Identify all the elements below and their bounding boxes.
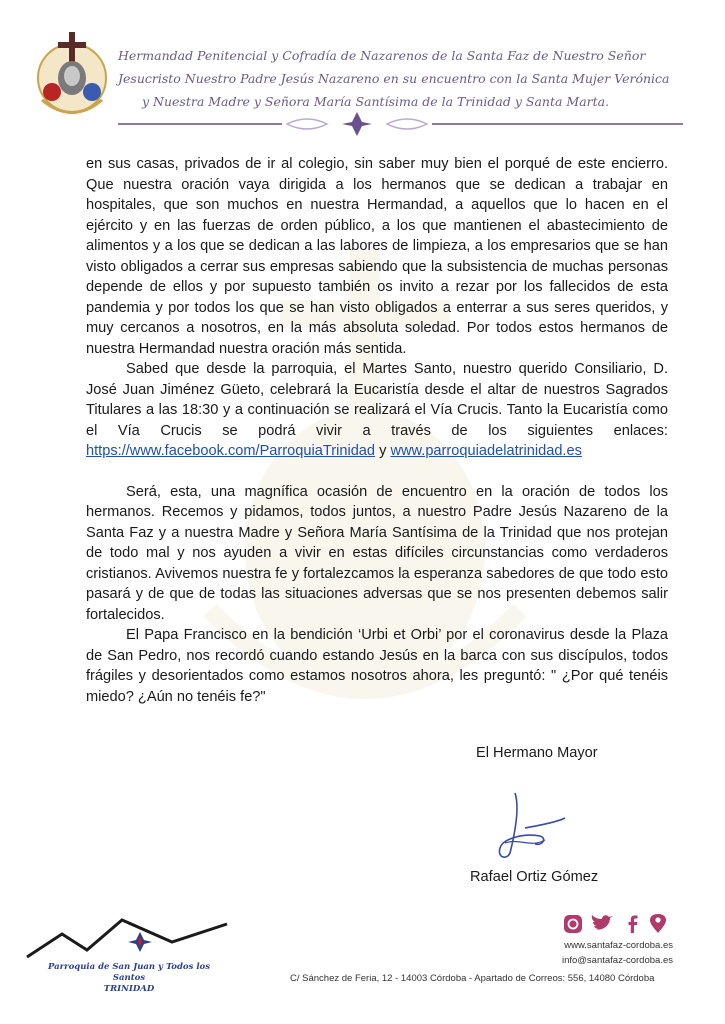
facebook-icon[interactable] — [629, 916, 638, 934]
letterhead — [0, 0, 725, 150]
cross-ornament-icon — [282, 110, 432, 138]
letter-body — [86, 154, 668, 707]
parish-line-2: TRINIDAD — [103, 984, 155, 994]
paragraph-4: El Papa Francisco en la bendición ‘Urbi et Orbi’ por el coronavirus desde la Plaza de San Pedro, nos recordó cuando estando Jesús en la barca con sus discípulos, todos frágiles y desorientados como estamos nosotros ahora, les preguntó: " ¿Por qué tenéis miedo? ¿Aún no tenéis fe?" — [86, 627, 668, 705]
header-line-3: y Nuestra Madre y Señora María Santísima de la Trinidad y Santa Marta. — [142, 94, 610, 109]
paragraph-3: Será, esta, una magnífica ocasión de encuentro en la oración de todos los hermanos. Recemos y pidamos, todos juntos, a nuestro Padre Jesús Nazareno de la Santa Faz y a nuestra Madre y Señora María Santísima de la Trinidad que nos protejan de todo mal y nos ayuden a vivir en estas difíciles circunstancias como verdaderos cristianos. Avivemos nuestra fe y fortalezcamos la esperanza sabedores de que todo esto pasará y de que de todas las situaciones adversas que se nos presenten debemos salir fortalecidos. — [86, 483, 668, 623]
paragraph-2-text: Sabed que desde la parroquia, el Martes Santo, nuestro querido Consiliario, D. José Juan Jiménez Güeto, celebrará la Eucaristía desde el altar de nuestros Sagrados Titulares a las 18:30 y a continuación se realizará el Vía Crucis. Tanto la Eucaristía como el Vía Crucis se podrá vivir a través de los siguientes enlaces: — [86, 361, 668, 439]
signatory-title: El Hermano Mayor — [476, 745, 598, 761]
signatory-name: Rafael Ortiz Gómez — [470, 869, 599, 885]
brotherhood-name — [118, 44, 678, 113]
paragraph-spacer — [86, 462, 668, 482]
parish-line-1: Parroquia de San Juan y Todos los Santos — [47, 962, 211, 983]
brotherhood-crest-icon — [32, 30, 112, 120]
postal-address: C/ Sánchez de Feria, 12 - 14003 Córdoba - Apartado de Correos: 556, 14080 Córdoba — [290, 973, 655, 984]
contact-info — [562, 938, 673, 968]
website-link[interactable]: www.santafaz-cordoba.es — [564, 940, 673, 951]
instagram-icon[interactable] — [564, 915, 582, 933]
email-link[interactable]: info@santafaz-cordoba.es — [561, 955, 673, 966]
link-joiner: y — [375, 443, 391, 459]
paragraph-2 — [86, 359, 668, 462]
twitter-icon[interactable] — [592, 915, 613, 930]
facebook-link[interactable]: https://www.facebook.com/ParroquiaTrinidad — [86, 443, 376, 459]
parish-name — [44, 962, 214, 995]
social-icons — [562, 912, 674, 936]
handwritten-signature — [485, 788, 575, 868]
header-line-1: Hermandad Penitencial y Cofradía de Nazarenos de la Santa Faz de Nuestro Señor — [118, 48, 646, 63]
location-pin-icon[interactable] — [650, 914, 666, 933]
parish-website-link[interactable]: www.parroquiadelatrinidad.es — [390, 443, 582, 459]
paragraph-1: en sus casas, privados de ir al colegio, sin saber muy bien el porqué de este encierro. Que nuestra oración vaya dirigida a los hermanos que se dedican a trabajar en hospitales, que son muchos en nuestra Hermandad, a aquellos que lo hacen en el ejército y en las fuerzas de orden público, a los que mantienen el abastecimiento de alimentos y a los que se dedican a las labores de limpieza, a los empresarios que se han visto obligados a cerrar sus empresas sabiendo que la subsistencia de muchas personas depende de ellos y por supuesto también os invito a rezar por los fallecidos de esta pandemia y por todos los que se han visto obligados a enterrar a sus seres queridos, y muy cercanos a nosotros, en la más absoluta soledad. Por todos estos hermanos de nuestra Hermandad nuestra oración más sentida. — [86, 156, 668, 357]
header-line-2: Jesucristo Nuestro Padre Jesús Nazareno en su encuentro con la Santa Mujer Verónica — [118, 71, 670, 86]
